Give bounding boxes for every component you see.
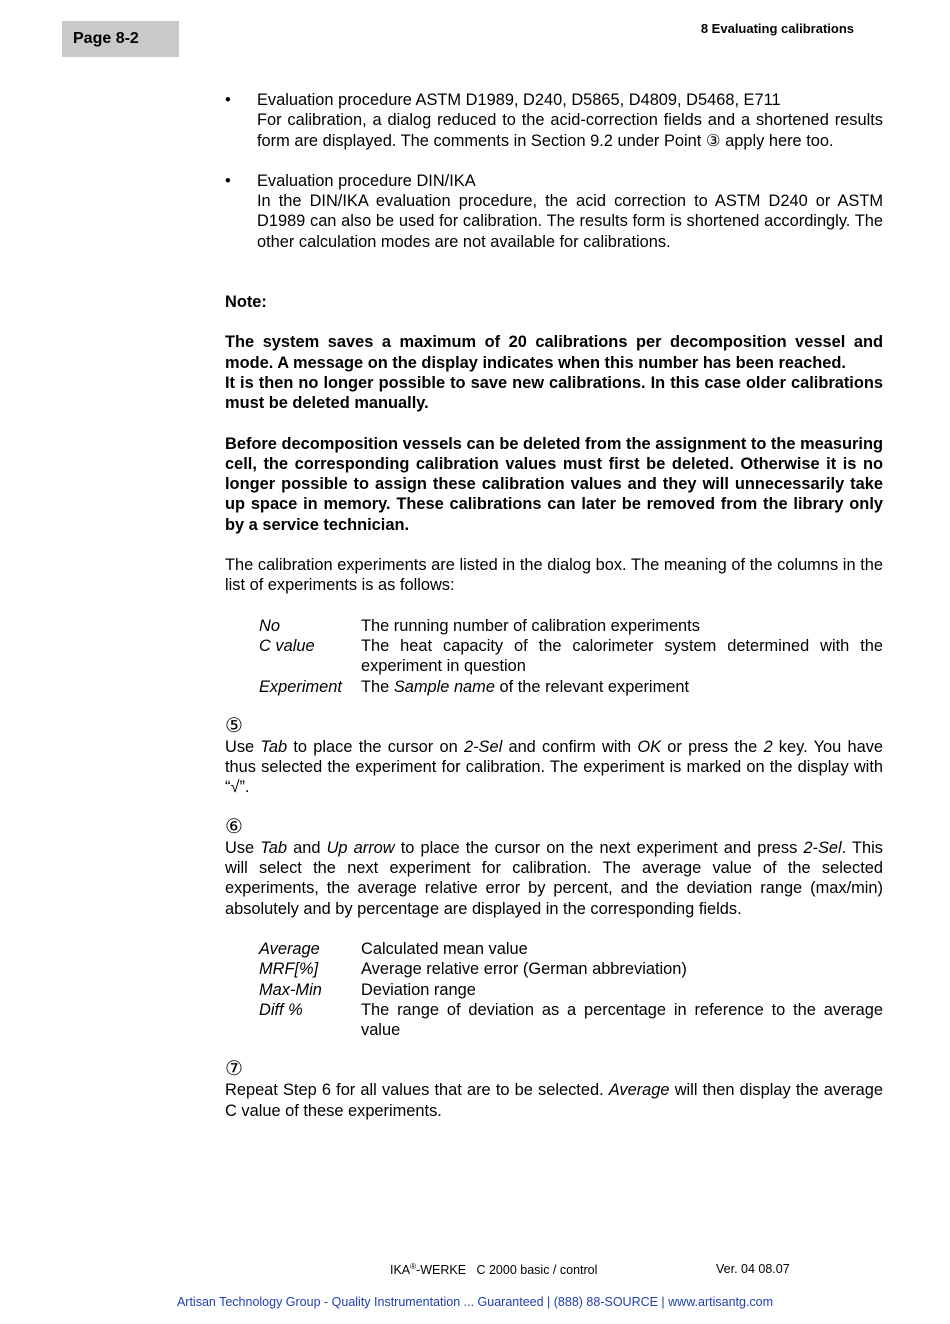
artisan-footer-link[interactable]: Artisan Technology Group - Quality Instrumentation ... Guaranteed | (888) 88-SOURCE | www.artisantg.com <box>176 1295 774 1309</box>
chapter-title: 8 Evaluating calibrations <box>700 21 854 36</box>
definition-row <box>259 959 883 979</box>
column-definitions <box>259 616 883 697</box>
definition-term: MRF[%] <box>259 960 319 979</box>
definition-desc: The heat capacity of the calorimeter system determined with the experiment in question <box>361 636 883 676</box>
bullet-dot: • <box>225 171 231 190</box>
bullet-body: In the DIN/IKA evaluation procedure, the acid correction to ASTM D240 or ASTM D1989 can also be used for calibration. The results form is shortened accordingly. The other calculation modes are not available for calibrations. <box>257 192 883 251</box>
definition-desc: The Sample name of the relevant experiment <box>361 677 690 696</box>
bullet-dot: • <box>225 91 231 109</box>
definition-term: Experiment <box>259 677 342 696</box>
step-5-marker: ⑤ <box>225 714 243 737</box>
definition-row <box>259 677 883 697</box>
footer-version: Ver. 04 08.07 <box>716 1262 790 1276</box>
bullet-item <box>225 90 883 151</box>
definition-term: C value <box>259 636 315 655</box>
definition-row <box>259 636 883 677</box>
definition-desc: The range of deviation as a percentage in reference to the average value <box>361 1000 883 1040</box>
step-5-text: Use Tab to place the cursor on 2-Sel and confirm with OK or press the 2 key. You have thus selected the experiment for calibration. The experiment is marked on the display with “√”. <box>225 737 884 797</box>
definition-row <box>259 939 883 959</box>
definition-term: Max-Min <box>259 980 322 999</box>
definition-desc: Average relative error (German abbreviation) <box>361 960 687 979</box>
definition-term: Average <box>259 939 320 958</box>
note-paragraph: It is then no longer possible to save new calibrations. In this case older calibrations must be deleted manually. <box>225 373 883 413</box>
note-heading: Note: <box>225 293 267 312</box>
note-paragraph: Before decomposition vessels can be deleted from the assignment to the measuring cell, the corresponding calibration values must first be deleted. Otherwise it is no longer possible to assign these calibration values and they will unnecessarily take up space in memory. These calibrations can later be removed from the library only by a service technician. <box>225 434 883 534</box>
note-paragraph: The system saves a maximum of 20 calibrations per decomposition vessel and mode. A message on the display indicates when this number has been reached. <box>225 333 883 372</box>
result-definitions <box>259 939 883 1040</box>
columns-intro: The calibration experiments are listed in the dialog box. The meaning of the columns in the list of experiments is as follows: <box>225 556 883 595</box>
definition-term: Diff % <box>259 1000 303 1019</box>
step-7-text: Repeat Step 6 for all values that are to be selected. Average will then display the average C value of these experiments. <box>225 1081 883 1120</box>
step-7-marker: ⑦ <box>225 1058 243 1081</box>
page-number-tab: Page 8-2 <box>62 21 179 57</box>
footer-product: IKA®-WERKE C 2000 basic / control <box>390 1262 598 1278</box>
bullet-item <box>225 171 883 252</box>
bullet-title: Evaluation procedure DIN/IKA <box>257 171 476 190</box>
page-body <box>225 90 883 1121</box>
definition-row <box>259 1000 883 1041</box>
definition-row <box>259 980 883 1000</box>
definition-row <box>259 616 883 636</box>
bullet-body: For calibration, a dialog reduced to the acid-correction fields and a shortened results form are displayed. The comments in Section 9.2 under Point ③ apply here too. <box>257 111 883 150</box>
step-6-marker: ⑥ <box>225 815 243 838</box>
bullet-title: Evaluation procedure ASTM D1989, D240, D5865, D4809, D5468, E711 <box>257 91 781 109</box>
definition-desc: The running number of calibration experiments <box>361 616 700 635</box>
definition-desc: Deviation range <box>361 980 476 999</box>
definition-desc: Calculated mean value <box>361 939 528 958</box>
definition-term: No <box>259 616 280 635</box>
step-6-text: Use Tab and Up arrow to place the cursor on the next experiment and press 2-Sel. This will select the next experiment for calibration. The average value of the selected experiments, the average relative error by percent, and the deviation range (max/min) absolutely and by percentage are displayed in the corresponding fields. <box>225 838 883 918</box>
